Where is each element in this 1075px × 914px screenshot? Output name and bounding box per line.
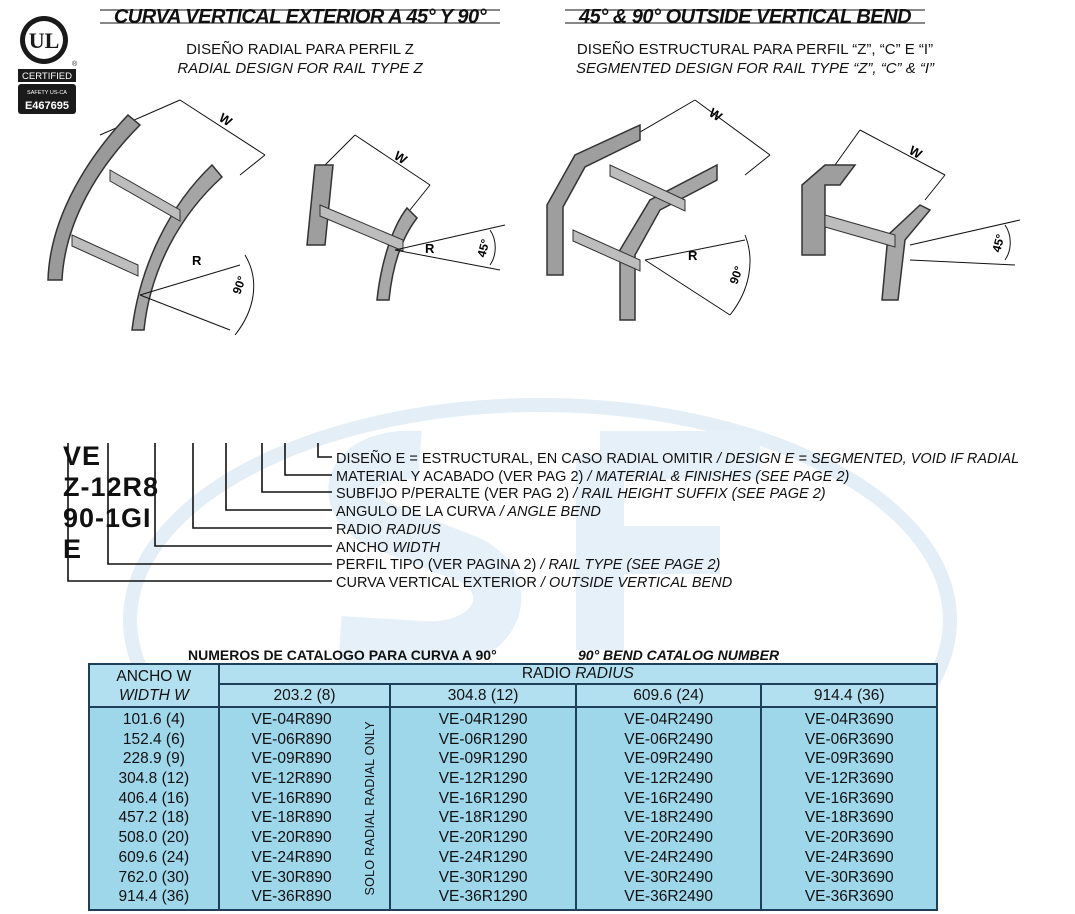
width-value: 101.6 (4) xyxy=(122,711,185,728)
svg-text:45°: 45° xyxy=(474,237,493,259)
catalog-number: VE-06R1290 xyxy=(438,730,528,748)
radius-col-header: 609.6 (24) xyxy=(576,684,762,707)
svg-text:90°: 90° xyxy=(726,264,747,287)
svg-text:W: W xyxy=(906,142,925,162)
width-value: 228.9 (9) xyxy=(122,750,185,768)
table-caption-en: 90° BEND CATALOG NUMBER xyxy=(578,647,780,663)
catalog-number: VE-16R890 xyxy=(251,789,332,807)
catalog-number: VE-18R890 xyxy=(251,809,332,827)
catalog-number: VE-24R2490 xyxy=(624,848,714,866)
catalog-number: VE-36R2490 xyxy=(624,888,714,906)
catalog-number: VE-36R890 xyxy=(251,888,332,906)
legend-width: ANCHO WIDTH xyxy=(336,540,440,556)
width-header: ANCHO W WIDTH W xyxy=(89,664,219,707)
catalog-number: VE-30R1290 xyxy=(438,868,528,886)
radius-8-values xyxy=(219,707,364,910)
radius-36-values xyxy=(761,707,937,910)
radial-only-note: SOLO RADIAL RADIAL ONLY xyxy=(363,707,390,910)
svg-text:90°: 90° xyxy=(229,274,250,297)
catalog-number: VE-09R890 xyxy=(251,750,332,768)
catalog-number: VE-20R3690 xyxy=(804,829,894,847)
catalog-number: VE-20R1290 xyxy=(438,829,528,847)
catalog-number: VE-30R890 xyxy=(251,868,332,886)
svg-text:W: W xyxy=(216,109,235,130)
catalog-number: VE-24R3690 xyxy=(804,848,894,866)
ul-mark: UL xyxy=(28,28,60,53)
catalog-number: VE-24R1290 xyxy=(438,848,528,866)
radius-24-values xyxy=(576,707,762,910)
catalog-number: VE-24R890 xyxy=(251,848,332,866)
svg-text:R: R xyxy=(192,253,202,268)
table-caption-es: NUMEROS DE CATALOGO PARA CURVA A 90° xyxy=(188,647,497,663)
width-value: 914.4 (36) xyxy=(118,888,190,906)
svg-text:W: W xyxy=(391,147,410,168)
catalog-number: VE-04R890 xyxy=(251,711,332,728)
width-value: 457.2 (18) xyxy=(118,809,190,827)
code-segment-rail: Z xyxy=(63,472,81,502)
subtitle-right-es: DISEÑO ESTRUCTURAL PARA PERFIL “Z”, “C” E “I” xyxy=(576,41,934,58)
catalog-number: VE-12R3690 xyxy=(804,770,894,788)
catalog-number: VE-16R1290 xyxy=(438,789,528,807)
legend-rail-height: SUBFIJO P/PERALTE (VER PAG 2) / RAIL HEIGHT SUFFIX (SEE PAGE 2) xyxy=(336,486,826,502)
width-values xyxy=(89,707,219,910)
catalog-number: VE-04R1290 xyxy=(438,711,528,728)
catalog-number: VE-36R3690 xyxy=(804,888,894,906)
radius-12-values xyxy=(390,707,576,910)
catalog-number: VE-06R3690 xyxy=(804,730,894,748)
legend-bend: CURVA VERTICAL EXTERIOR / OUTSIDE VERTICAL BEND xyxy=(336,575,733,591)
code-segment-width-radius: -12R8 xyxy=(80,472,160,502)
catalog-number: VE-36R1290 xyxy=(438,888,528,906)
catalog-number: VE-04R3690 xyxy=(804,711,894,728)
legend-design: DISEÑO E = ESTRUCTURAL, EN CASO RADIAL OMITIR / DESIGN E = SEGMENTED, VOID IF RADIAL xyxy=(336,451,1020,467)
catalog-number: VE-16R2490 xyxy=(624,789,714,807)
legend-material: MATERIAL Y ACABADO (VER PAG 2) / MATERIAL & FINISHES (SEE PAGE 2) xyxy=(336,469,850,485)
svg-text:®: ® xyxy=(72,61,78,68)
catalog-number: VE-16R3690 xyxy=(804,789,894,807)
width-value: 152.4 (6) xyxy=(122,730,185,748)
svg-text:45°: 45° xyxy=(989,232,1008,254)
catalog-number: VE-06R890 xyxy=(251,730,332,748)
subtitle-left-es: DISEÑO RADIAL PARA PERFIL Z xyxy=(186,41,414,58)
catalog-number: VE-09R1290 xyxy=(438,750,528,768)
legend-rail-type: PERFIL TIPO (VER PAGINA 2) / RAIL TYPE (SEE PAGE 2) xyxy=(336,557,721,573)
catalog-number: VE-12R1290 xyxy=(438,770,528,788)
width-value: 762.0 (30) xyxy=(118,868,190,886)
catalog-table xyxy=(88,663,938,911)
catalog-number: VE-12R890 xyxy=(251,770,332,788)
code-segment-angle-suffix: 90-1GI xyxy=(63,503,152,533)
catalog-number: VE-12R2490 xyxy=(624,770,714,788)
radius-col-header: 914.4 (36) xyxy=(761,684,937,707)
svg-text:R: R xyxy=(425,241,435,256)
catalog-number: VE-09R2490 xyxy=(624,750,714,768)
subtitle-right-en: SEGMENTED DESIGN FOR RAIL TYPE “Z”, “C” & “I” xyxy=(575,60,935,77)
catalog-number: VE-18R2490 xyxy=(624,809,714,827)
svg-text:CERTIFIED: CERTIFIED xyxy=(22,71,72,82)
code-segment-design: E xyxy=(63,534,83,564)
width-value: 609.6 (24) xyxy=(118,848,190,866)
title-left: CURVA VERTICAL EXTERIOR A 45° Y 90° xyxy=(113,6,487,28)
svg-text:SAFETY US-CA: SAFETY US-CA xyxy=(27,90,67,96)
catalog-number: VE-06R2490 xyxy=(624,730,714,748)
code-segment-prefix: VE xyxy=(63,441,102,471)
catalog-number: VE-04R2490 xyxy=(624,711,714,728)
catalog-number: VE-20R2490 xyxy=(624,829,714,847)
catalog-number: VE-09R3690 xyxy=(804,750,894,768)
title-right: 45° & 90° OUTSIDE VERTICAL BEND xyxy=(578,6,912,28)
radius-col-header: 203.2 (8) xyxy=(219,684,391,707)
width-value: 406.4 (16) xyxy=(118,789,190,807)
radius-header: RADIO RADIUS xyxy=(219,664,937,684)
catalog-number: VE-18R1290 xyxy=(438,809,528,827)
catalog-number: VE-18R3690 xyxy=(804,809,894,827)
svg-text:W: W xyxy=(706,104,725,125)
width-value: 304.8 (12) xyxy=(118,770,190,788)
catalog-number: VE-20R890 xyxy=(251,829,332,847)
subtitle-left-en: RADIAL DESIGN FOR RAIL TYPE Z xyxy=(177,60,423,77)
catalog-number: VE-30R2490 xyxy=(624,868,714,886)
width-value: 508.0 (20) xyxy=(118,829,190,847)
legend-radius: RADIO RADIUS xyxy=(336,522,441,538)
legend-angle: ANGULO DE LA CURVA / ANGLE BEND xyxy=(336,504,601,520)
catalog-number: VE-30R3690 xyxy=(804,868,894,886)
radius-col-header: 304.8 (12) xyxy=(390,684,576,707)
svg-text:E467695: E467695 xyxy=(24,100,70,112)
svg-text:R: R xyxy=(688,248,698,263)
